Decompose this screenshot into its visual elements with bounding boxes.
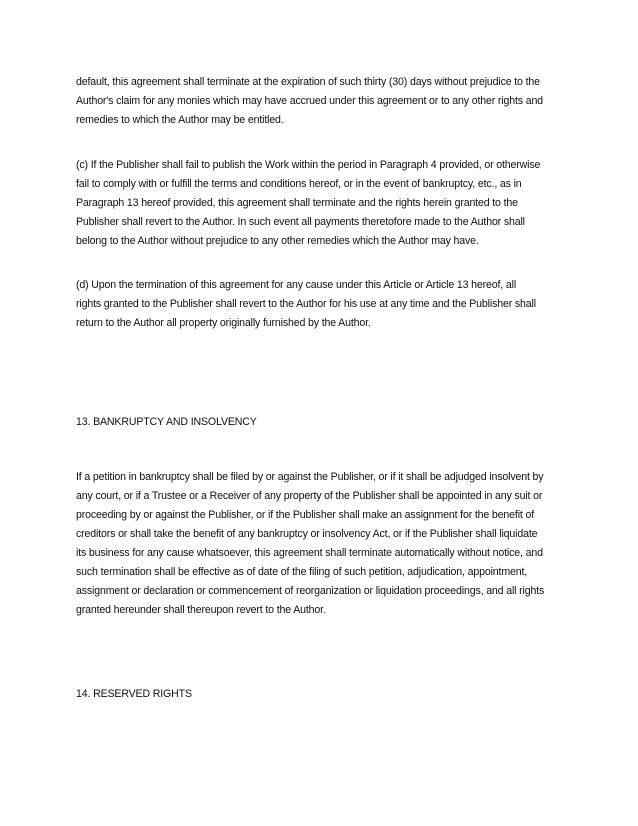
text-line: Author's claim for any monies which may have accrued under this agreement or to any other rights and (76, 95, 543, 107)
paragraph-termination-continuation (76, 73, 568, 130)
text-line: granted hereunder shall thereupon revert to the Author. (76, 604, 326, 616)
text-line: (c) If the Publisher shall fail to publish the Work within the period in Paragraph 4 provided, or otherwise (76, 159, 541, 171)
text-line: Publisher shall revert to the Author. In such event all payments theretofore made to the Author shall (76, 216, 525, 228)
text-line: If a petition in bankruptcy shall be filed by or against the Publisher, or if it shall be adjudged insolvent by (76, 471, 544, 483)
text-line: its business for any cause whatsoever, this agreement shall terminate automatically without notice, and (76, 547, 543, 559)
text-line: (d) Upon the termination of this agreement for any cause under this Article or Article 13 hereof, all (76, 279, 517, 291)
text-line: any court, or if a Trustee or a Receiver of any property of the Publisher shall be appointed in any suit or (76, 490, 543, 502)
text-line: belong to the Author without prejudice to any other remedies which the Author may have. (76, 235, 479, 247)
paragraph-clause-d (76, 276, 568, 333)
paragraph-clause-c (76, 156, 568, 251)
text-line: assignment or declaration or commencement of reorganization or liquidation proceedings, and all rights (76, 585, 545, 597)
text-line: creditors or shall take the benefit of any bankruptcy or insolvency Act, or if the Publisher shall liquidate (76, 528, 538, 540)
text-line: such termination shall be effective as of date of the filing of such petition, adjudication, appointment, (76, 566, 528, 578)
section-heading-14: 14. RESERVED RIGHTS (76, 688, 192, 700)
text-line: Paragraph 13 hereof provided, this agreement shall terminate and the rights herein granted to the (76, 197, 518, 209)
text-line: return to the Author all property originally furnished by the Author. (76, 317, 371, 329)
text-line: remedies to which the Author may be entitled. (76, 114, 284, 126)
section-heading-13: 13. BANKRUPTCY AND INSOLVENCY (76, 416, 257, 428)
paragraph-bankruptcy (76, 468, 568, 620)
text-line: rights granted to the Publisher shall revert to the Author for his use at any time and the Publisher shall (76, 298, 536, 310)
text-line: proceeding by or against the Publisher, or if the Publisher shall make an assignment for the benefit of (76, 509, 535, 521)
text-line: default, this agreement shall terminate at the expiration of such thirty (30) days without prejudice to the (76, 76, 540, 88)
text-line: fail to comply with or fulfill the terms and conditions hereof, or in the event of bankruptcy, etc., as in (76, 178, 522, 190)
